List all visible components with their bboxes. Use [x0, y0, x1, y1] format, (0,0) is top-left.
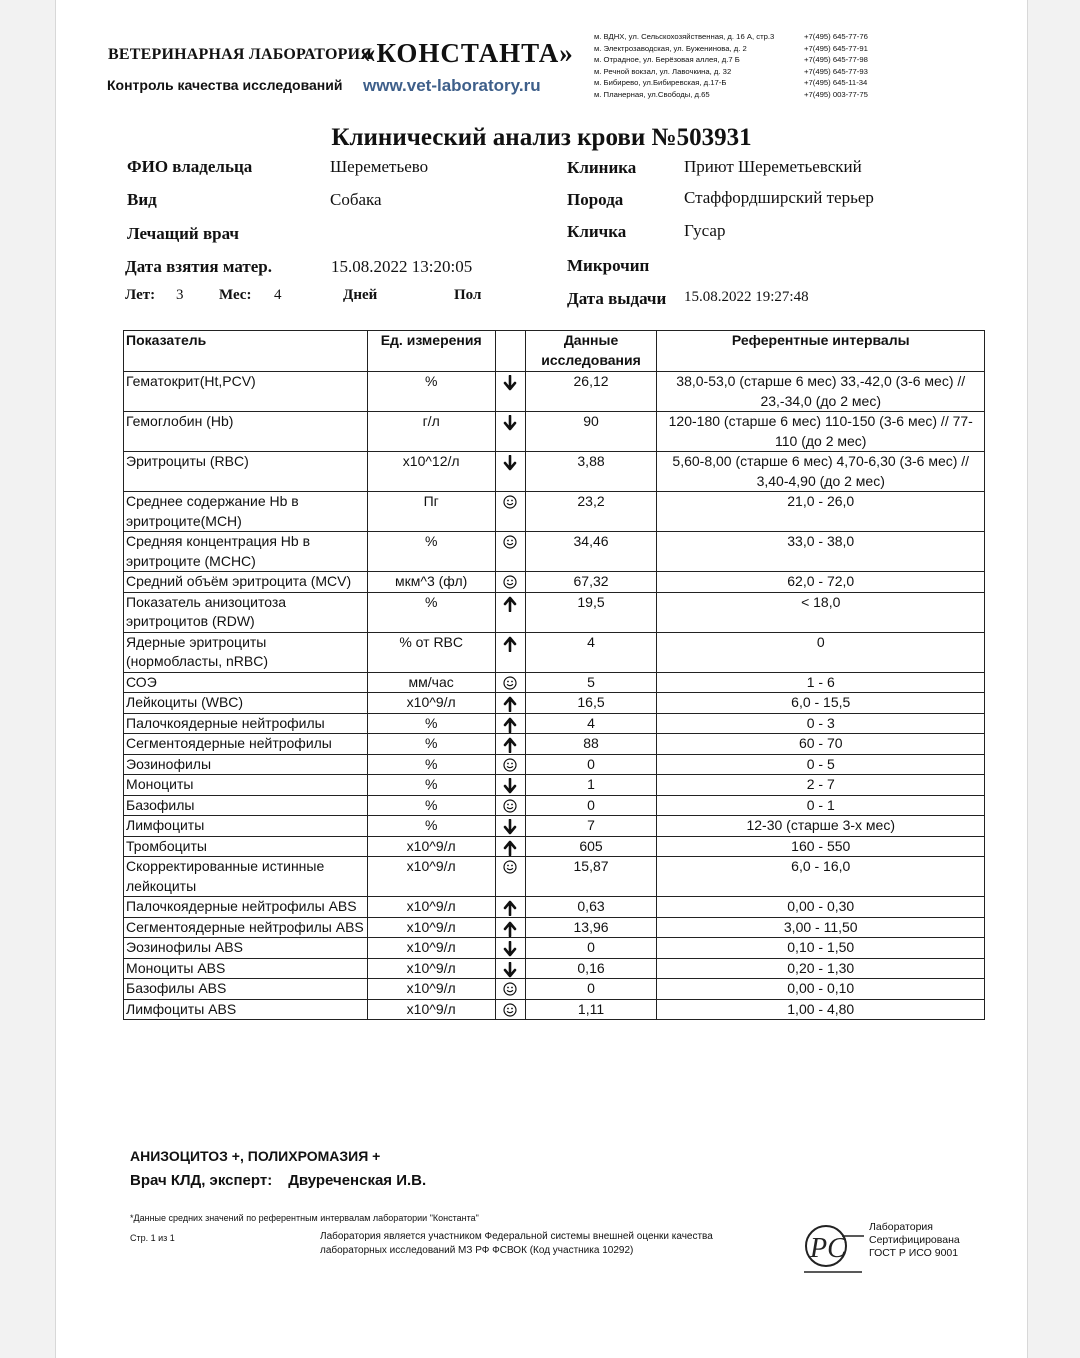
parameter-flag: [495, 857, 525, 897]
address-phone: +7(495) 003-77-75: [804, 89, 868, 99]
parameter-value: 0,16: [525, 958, 657, 979]
header-flag: [495, 331, 525, 372]
parameter-name: СОЭ: [124, 672, 368, 693]
reference-interval: 0: [657, 632, 985, 672]
reference-interval: 160 - 550: [657, 836, 985, 857]
pet-name-label: Кличка: [567, 222, 627, 241]
reference-interval: 0,00 - 0,30: [657, 897, 985, 918]
smiley-icon: [496, 758, 525, 772]
parameter-value: 67,32: [525, 572, 657, 593]
reference-interval: 1 - 6: [657, 672, 985, 693]
certification-logo-text: РС: [810, 1233, 846, 1264]
parameter-unit: %: [367, 734, 495, 755]
issue-date-value: 15.08.2022 19:27:48: [684, 289, 809, 305]
table-row: [124, 672, 985, 693]
parameter-flag: [495, 816, 525, 837]
parameter-name: Среднее содержание Hb в эритроците(MCH): [124, 492, 368, 532]
parameter-flag: [495, 958, 525, 979]
address-row: [594, 66, 874, 78]
arrow-up-icon: [496, 840, 525, 856]
reference-interval: 38,0-53,0 (старше 6 мес) 33,-42,0 (3-6 мес) // 23,-34,0 (до 2 мес): [657, 372, 985, 412]
parameter-value: 3,88: [525, 452, 657, 492]
arrow-up-icon: [496, 696, 525, 712]
sample-date-value: 15.08.2022 13:20:05: [331, 257, 473, 276]
parameter-unit: x10^9/л: [367, 938, 495, 959]
certification-line: лабораторных исследований МЗ РФ ФСВОК (Код участника 10292): [320, 1245, 634, 1256]
parameter-unit: мм/час: [367, 672, 495, 693]
microchip-label: Микрочип: [567, 256, 650, 275]
expert-label: Врач КЛД, эксперт:: [130, 1172, 273, 1189]
parameter-unit: x10^12/л: [367, 452, 495, 492]
certification-logo: [802, 1218, 866, 1281]
parameter-value: 4: [525, 632, 657, 672]
parameter-flag: [495, 572, 525, 593]
results-table: [123, 330, 985, 1020]
parameter-unit: %: [367, 713, 495, 734]
species-label: Вид: [127, 190, 157, 209]
parameter-name: Лимфоциты ABS: [124, 999, 368, 1020]
table-row: [124, 734, 985, 755]
certification-text: [320, 1230, 713, 1258]
table-row: [124, 592, 985, 632]
header-unit: Ед. измерения: [367, 331, 495, 372]
parameter-name: Палочкоядерные нейтрофилы: [124, 713, 368, 734]
reference-interval: 0 - 3: [657, 713, 985, 734]
parameter-value: 0: [525, 979, 657, 1000]
months-label: Мес:: [219, 287, 252, 303]
parameter-unit: мкм^3 (фл): [367, 572, 495, 593]
clinic-label: Клиника: [567, 158, 637, 177]
parameter-unit: %: [367, 532, 495, 572]
lab-tagline: Контроль качества исследований: [107, 77, 343, 93]
viewer-left-margin: [0, 0, 56, 1358]
reference-interval: 5,60-8,00 (старше 6 мес) 4,70-6,30 (3-6 мес) // 3,40-4,90 (до 2 мес): [657, 452, 985, 492]
address-text: м. Планерная, ул.Свободы, д.65: [594, 89, 710, 99]
address-row: [594, 54, 874, 66]
parameter-name: Моноциты ABS: [124, 958, 368, 979]
parameter-unit: x10^9/л: [367, 836, 495, 857]
smiley-icon: [496, 575, 525, 589]
lab-name: ВЕТЕРИНАРНАЯ ЛАБОРАТОРИЯ: [108, 46, 372, 63]
parameter-value: 26,12: [525, 372, 657, 412]
parameter-flag: [495, 713, 525, 734]
parameter-unit: % от RBC: [367, 632, 495, 672]
parameter-name: Сегментоядерные нейтрофилы: [124, 734, 368, 755]
years-value: 3: [176, 287, 184, 303]
table-row: [124, 795, 985, 816]
smiley-icon: [496, 1003, 525, 1017]
smiley-icon: [496, 860, 525, 874]
table-row: [124, 452, 985, 492]
arrow-up-icon: [496, 596, 525, 612]
parameter-value: 7: [525, 816, 657, 837]
arrow-down-icon: [496, 455, 525, 471]
table-row: [124, 632, 985, 672]
breed-value: Стаффордширский терьер: [684, 188, 874, 207]
document-title: Клинический анализ крови №503931: [331, 124, 752, 151]
arrow-up-icon: [496, 717, 525, 733]
table-row: [124, 917, 985, 938]
parameter-unit: %: [367, 775, 495, 796]
parameter-name: Базофилы ABS: [124, 979, 368, 1000]
arrow-down-icon: [496, 415, 525, 431]
parameter-name: Палочкоядерные нейтрофилы ABS: [124, 897, 368, 918]
parameter-value: 5: [525, 672, 657, 693]
table-row: [124, 693, 985, 714]
parameter-value: 1,11: [525, 999, 657, 1020]
address-text: м. Бибирево, ул.Бибиревская, д.17-Б: [594, 78, 727, 88]
parameter-name: Лейкоциты (WBC): [124, 693, 368, 714]
arrow-down-icon: [496, 375, 525, 391]
parameter-value: 605: [525, 836, 657, 857]
results-table-body: [124, 372, 985, 1020]
parameter-name: Показатель анизоцитоза эритроцитов (RDW): [124, 592, 368, 632]
expert-name: Двуреченская И.В.: [288, 1172, 427, 1189]
parameter-flag: [495, 632, 525, 672]
address-text: м. Речной вокзал, ул. Лавочкина, д. 32: [594, 66, 732, 76]
certification-line: Лаборатория является участником Федеральной системы внешней оценки качества: [320, 1231, 713, 1242]
parameter-unit: x10^9/л: [367, 999, 495, 1020]
address-phone: +7(495) 645-77-93: [804, 66, 868, 76]
reference-interval: 21,0 - 26,0: [657, 492, 985, 532]
parameter-name: Гематокрит(Ht,PCV): [124, 372, 368, 412]
parameter-name: Эозинофилы: [124, 754, 368, 775]
parameter-unit: x10^9/л: [367, 917, 495, 938]
arrow-up-icon: [496, 921, 525, 937]
table-row: [124, 999, 985, 1020]
address-phone: +7(495) 645-77-98: [804, 55, 868, 65]
expert-signature-line: [130, 1172, 426, 1189]
parameter-value: 1: [525, 775, 657, 796]
doctor-label: Лечащий врач: [127, 224, 239, 243]
parameter-name: Моноциты: [124, 775, 368, 796]
parameter-value: 15,87: [525, 857, 657, 897]
arrow-up-icon: [496, 737, 525, 753]
address-row: [594, 77, 874, 89]
arrow-down-icon: [496, 941, 525, 957]
logo-caption-line: ГОСТ Р ИСО 9001: [869, 1247, 959, 1259]
smiley-icon: [496, 676, 525, 690]
clinic-value: Приют Шереметьевский: [684, 157, 862, 176]
parameter-unit: x10^9/л: [367, 897, 495, 918]
arrow-down-icon: [496, 819, 525, 835]
reference-interval: 60 - 70: [657, 734, 985, 755]
parameter-flag: [495, 492, 525, 532]
header-value: Данные исследования: [525, 331, 657, 372]
footnote: *Данные средних значений по референтным интервалам лаборатории "Константа": [130, 1213, 479, 1223]
arrow-down-icon: [496, 778, 525, 794]
table-row: [124, 979, 985, 1000]
arrow-up-icon: [496, 900, 525, 916]
parameter-name: Эритроциты (RBC): [124, 452, 368, 492]
logo-caption-line: Сертифицирована: [869, 1234, 960, 1246]
table-row: [124, 492, 985, 532]
parameter-value: 88: [525, 734, 657, 755]
sample-date-label: Дата взятия матер.: [125, 257, 272, 276]
parameter-flag: [495, 452, 525, 492]
parameter-unit: x10^9/л: [367, 857, 495, 897]
smiley-icon: [496, 535, 525, 549]
address-phone: +7(495) 645-11-34: [804, 78, 868, 88]
reference-interval: 33,0 - 38,0: [657, 532, 985, 572]
lab-brand: «КОНСТАНТА»: [362, 38, 574, 68]
parameter-name: Ядерные эритроциты (нормобласты, nRBC): [124, 632, 368, 672]
parameter-flag: [495, 938, 525, 959]
parameter-flag: [495, 897, 525, 918]
parameter-value: 90: [525, 412, 657, 452]
species-value: Собака: [330, 190, 382, 209]
arrow-down-icon: [496, 962, 525, 978]
parameter-unit: Пг: [367, 492, 495, 532]
parameter-unit: %: [367, 372, 495, 412]
page-number: Стр. 1 из 1: [130, 1233, 175, 1243]
smiley-icon: [496, 799, 525, 813]
parameter-flag: [495, 734, 525, 755]
parameter-flag: [495, 999, 525, 1020]
header-reference: Референтные интервалы: [657, 331, 985, 372]
address-row: [594, 31, 874, 43]
parameter-flag: [495, 775, 525, 796]
months-value: 4: [274, 287, 282, 303]
parameter-name: Тромбоциты: [124, 836, 368, 857]
header-parameter: Показатель: [124, 331, 368, 372]
table-row: [124, 897, 985, 918]
parameter-value: 13,96: [525, 917, 657, 938]
breed-label: Порода: [567, 190, 624, 209]
parameter-value: 23,2: [525, 492, 657, 532]
parameter-value: 16,5: [525, 693, 657, 714]
parameter-flag: [495, 532, 525, 572]
parameter-flag: [495, 592, 525, 632]
table-row: [124, 412, 985, 452]
parameter-flag: [495, 412, 525, 452]
viewer-right-margin: [1027, 0, 1080, 1358]
owner-value: Шереметьево: [330, 157, 429, 176]
reference-interval: 6,0 - 15,5: [657, 693, 985, 714]
parameter-flag: [495, 979, 525, 1000]
table-row: [124, 958, 985, 979]
days-label: Дней: [343, 287, 378, 303]
reference-interval: 0,20 - 1,30: [657, 958, 985, 979]
parameter-flag: [495, 754, 525, 775]
parameter-unit: x10^9/л: [367, 693, 495, 714]
findings-note: АНИЗОЦИТОЗ +, ПОЛИХРОМАЗИЯ +: [130, 1148, 381, 1164]
table-row: [124, 572, 985, 593]
table-row: [124, 857, 985, 897]
parameter-unit: %: [367, 816, 495, 837]
parameter-value: 34,46: [525, 532, 657, 572]
address-text: м. Электрозаводская, ул. Буженинова, д. 2: [594, 43, 747, 53]
table-row: [124, 836, 985, 857]
table-row: [124, 713, 985, 734]
reference-interval: 0 - 5: [657, 754, 985, 775]
parameter-value: 19,5: [525, 592, 657, 632]
sex-label: Пол: [454, 287, 482, 303]
table-row: [124, 816, 985, 837]
table-row: [124, 532, 985, 572]
reference-interval: 0 - 1: [657, 795, 985, 816]
pet-name-value: Гусар: [684, 221, 726, 240]
lab-addresses: [594, 31, 874, 101]
address-row: [594, 43, 874, 55]
parameter-flag: [495, 836, 525, 857]
logo-caption-line: Лаборатория: [869, 1221, 933, 1233]
address-phone: +7(495) 645-77-91: [804, 43, 868, 53]
reference-interval: 3,00 - 11,50: [657, 917, 985, 938]
address-text: м. ВДНХ, ул. Сельскохозяйственная, д. 16 А, стр.3: [594, 32, 775, 41]
table-row: [124, 754, 985, 775]
owner-label: ФИО владельца: [127, 157, 253, 176]
parameter-name: Средний объём эритроцита (MCV): [124, 572, 368, 593]
parameter-unit: x10^9/л: [367, 958, 495, 979]
parameter-value: 4: [525, 713, 657, 734]
address-text: м. Отрадное, ул. Берёзовая аллея, д.7 Б: [594, 55, 740, 65]
document-page: [56, 0, 1027, 1358]
reference-interval: 1,00 - 4,80: [657, 999, 985, 1020]
reference-interval: 2 - 7: [657, 775, 985, 796]
reference-interval: 0,10 - 1,50: [657, 938, 985, 959]
parameter-flag: [495, 795, 525, 816]
parameter-name: Средняя концентрация Hb в эритроците (MCHC): [124, 532, 368, 572]
parameter-unit: г/л: [367, 412, 495, 452]
reference-interval: 62,0 - 72,0: [657, 572, 985, 593]
smiley-icon: [496, 495, 525, 509]
parameter-name: Скорректированные истинные лейкоциты: [124, 857, 368, 897]
lab-website-link[interactable]: www.vet-laboratory.ru: [363, 76, 541, 95]
parameter-flag: [495, 672, 525, 693]
parameter-name: Лимфоциты: [124, 816, 368, 837]
table-row: [124, 938, 985, 959]
arrow-up-icon: [496, 636, 525, 652]
parameter-flag: [495, 372, 525, 412]
parameter-name: Сегментоядерные нейтрофилы ABS: [124, 917, 368, 938]
parameter-value: 0: [525, 795, 657, 816]
reference-interval: 12-30 (старше 3-х мес): [657, 816, 985, 837]
parameter-name: Гемоглобин (Hb): [124, 412, 368, 452]
table-row: [124, 372, 985, 412]
parameter-unit: x10^9/л: [367, 979, 495, 1000]
address-row: [594, 89, 874, 101]
parameter-name: Эозинофилы ABS: [124, 938, 368, 959]
parameter-value: 0,63: [525, 897, 657, 918]
table-row: [124, 775, 985, 796]
table-header-row: [124, 331, 985, 372]
certification-logo-caption: [869, 1221, 960, 1260]
reference-interval: 6,0 - 16,0: [657, 857, 985, 897]
parameter-flag: [495, 917, 525, 938]
issue-date-label: Дата выдачи: [567, 289, 667, 308]
parameter-unit: %: [367, 795, 495, 816]
parameter-value: 0: [525, 754, 657, 775]
parameter-unit: %: [367, 754, 495, 775]
parameter-name: Базофилы: [124, 795, 368, 816]
years-label: Лет:: [125, 287, 156, 303]
reference-interval: < 18,0: [657, 592, 985, 632]
parameter-value: 0: [525, 938, 657, 959]
address-phone: +7(495) 645-77-76: [804, 32, 868, 41]
parameter-unit: %: [367, 592, 495, 632]
reference-interval: 0,00 - 0,10: [657, 979, 985, 1000]
parameter-flag: [495, 693, 525, 714]
smiley-icon: [496, 982, 525, 996]
reference-interval: 120-180 (старше 6 мес) 110-150 (3-6 мес) // 77-110 (до 2 мес): [657, 412, 985, 452]
